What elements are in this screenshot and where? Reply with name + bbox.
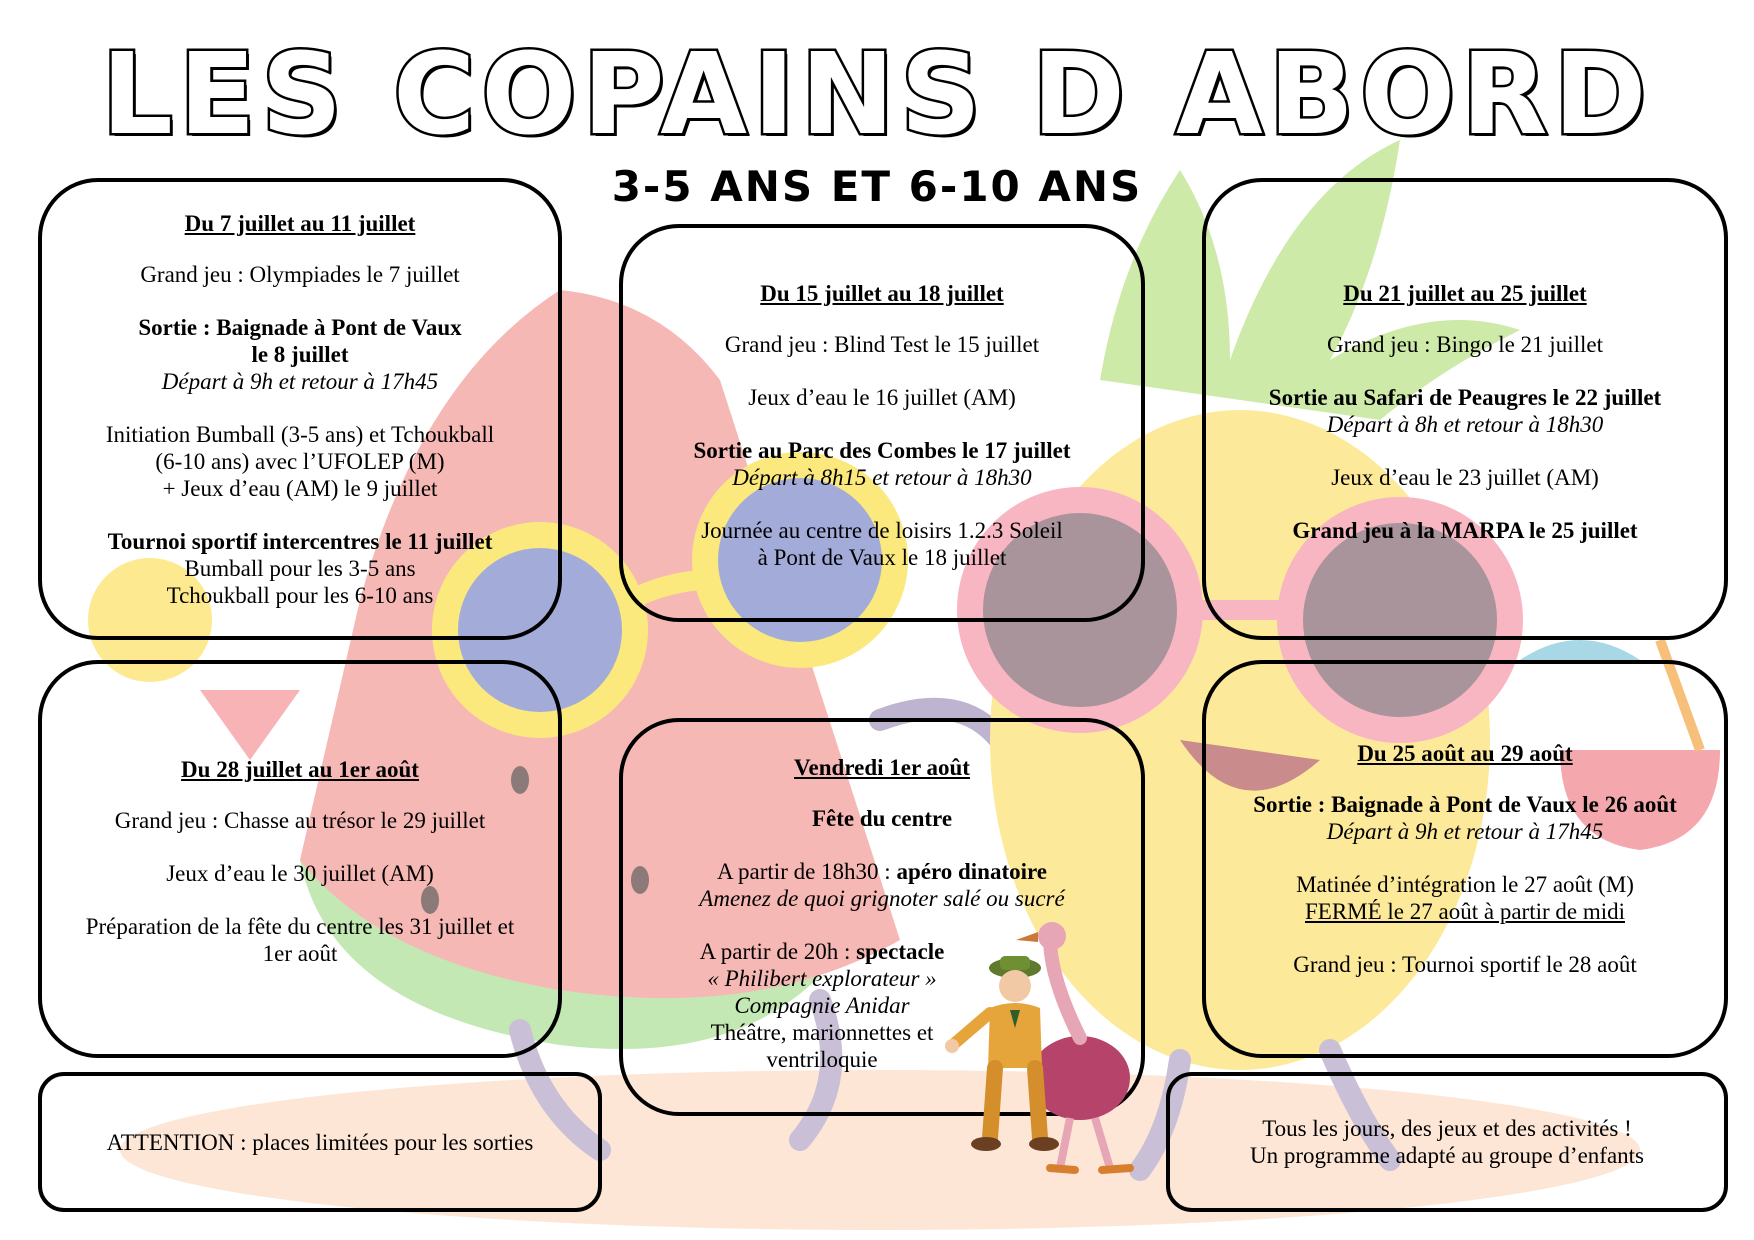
info-line: Tous les jours, des jeux et des activités !	[1262, 1116, 1632, 1141]
week-2-journee	[701, 517, 1063, 571]
fete-heading: Vendredi 1er août	[794, 755, 970, 780]
week-6-box	[1202, 660, 1728, 1058]
week-3-grand-jeu: Grand jeu : Bingo le 21 juillet	[1327, 332, 1603, 357]
week-4-preparation	[86, 913, 515, 967]
week-3-jeux-eau: Jeux d’eau le 23 juillet (AM)	[1331, 465, 1599, 490]
week-2-heading: Du 15 juillet au 18 juillet	[760, 281, 1004, 306]
week-3-sortie-title: Sortie au Safari de Peaugres le 22 juillet	[1268, 385, 1662, 410]
week-2-jeux-eau: Jeux d’eau le 16 juillet (AM)	[748, 385, 1016, 410]
week-6-sortie	[1253, 791, 1677, 845]
week-1-initiation-line: + Jeux d’eau (AM) le 9 juillet	[162, 476, 438, 501]
fete-spectacle-title: « Philibert explorateur »	[707, 966, 937, 991]
week-2-sortie-title: Sortie au Parc des Combes le 17 juillet	[693, 438, 1071, 463]
week-1-tournoi-line: Bumball pour les 3-5 ans	[184, 556, 416, 581]
week-6-sortie-time: Départ à 9h et retour à 17h45	[1326, 819, 1604, 844]
week-2-box	[619, 224, 1145, 622]
week-6-grand-jeu: Grand jeu : Tournoi sportif le 28 août	[1293, 952, 1637, 977]
fete-title: Fête du centre	[811, 806, 953, 831]
week-4-preparation-line: Préparation de la fête du centre les 31 juillet et	[85, 914, 515, 939]
week-3-sortie	[1269, 384, 1661, 438]
week-4-jeux-eau: Jeux d’eau le 30 juillet (AM)	[166, 861, 434, 886]
week-1-tournoi	[108, 528, 493, 609]
info-line: Un programme adapté au groupe d’enfants	[1249, 1143, 1645, 1168]
week-1-sortie-date: le 8 juillet	[251, 342, 349, 367]
fete-apero-line	[699, 858, 1064, 885]
week-2-sortie-time: Départ à 8h15 et retour à 18h30	[732, 465, 1032, 490]
fete-apero-note: Amenez de quoi grignoter salé ou sucré	[699, 886, 1065, 911]
fete-spectacle-bold: spectacle	[856, 939, 945, 964]
attention-box	[38, 1072, 602, 1212]
week-1-sortie-time: Départ à 9h et retour à 17h45	[161, 369, 439, 394]
week-1-box	[38, 178, 562, 640]
page-title: LES COPAINS D ABORD	[101, 30, 1653, 160]
week-6-heading: Du 25 août au 29 août	[1357, 741, 1573, 766]
week-1-tournoi-title: Tournoi sportif intercentres le 11 juillet	[107, 529, 493, 554]
info-box	[1166, 1072, 1728, 1212]
week-1-sortie-title: Sortie : Baignade à Pont de Vaux	[138, 315, 462, 340]
week-4-grand-jeu: Grand jeu : Chasse au trésor le 29 juillet	[114, 808, 486, 833]
week-1-initiation	[106, 421, 494, 502]
attention-text: ATTENTION : places limitées pour les sorties	[106, 1129, 534, 1155]
week-4-heading: Du 28 juillet au 1er août	[181, 757, 419, 782]
week-6-ferme-line: FERMÉ le 27 août à partir de midi	[1304, 899, 1626, 924]
week-1-heading: Du 7 juillet au 11 juillet	[184, 211, 416, 236]
fete-spectacle-company: Compagnie Anidar	[734, 993, 910, 1018]
fete-apero-bold: apéro dinatoire	[896, 859, 1048, 884]
week-4-preparation-line: 1er août	[262, 941, 338, 966]
week-2-journee-line: Journée au centre de loisirs 1.2.3 Soleil	[701, 518, 1063, 543]
week-6-matinee	[1296, 871, 1634, 925]
week-3-sortie-time: Départ à 8h et retour à 18h30	[1326, 412, 1604, 437]
week-1-initiation-line: (6-10 ans) avec l’UFOLEP (M)	[155, 449, 445, 474]
week-3-marpa: Grand jeu à la MARPA le 25 juillet	[1292, 518, 1638, 543]
week-4-box	[38, 660, 562, 1058]
week-1-initiation-line: Initiation Bumball (3-5 ans) et Tchoukball	[105, 422, 495, 447]
week-1-sortie	[138, 314, 461, 395]
week-1-tournoi-line: Tchoukball pour les 6-10 ans	[166, 583, 434, 608]
week-6-matinee-line: Matinée d’intégration le 27 août (M)	[1296, 872, 1634, 897]
fete-spectacle-desc: Théâtre, marionnettes et	[710, 1020, 934, 1045]
fete-apero	[699, 858, 1064, 912]
week-3-heading: Du 21 juillet au 25 juillet	[1343, 281, 1587, 306]
week-3-box	[1202, 178, 1728, 640]
week-1-grand-jeu: Grand jeu : Olympiades le 7 juillet	[140, 262, 460, 287]
fete-spectacle-desc: ventriloquie	[766, 1047, 878, 1072]
explorer-puppet-illustration	[930, 918, 1160, 1180]
fete-apero-prefix: A partir de 18h30 :	[716, 859, 897, 884]
week-2-journee-line: à Pont de Vaux le 18 juillet	[757, 545, 1007, 570]
week-6-sortie-title: Sortie : Baignade à Pont de Vaux le 26 août	[1253, 792, 1677, 817]
week-2-grand-jeu: Grand jeu : Blind Test le 15 juillet	[724, 332, 1040, 357]
week-2-sortie	[693, 437, 1070, 491]
fete-spectacle-prefix: A partir de 20h :	[699, 939, 857, 964]
age-range-subtitle: 3-5 ANS ET 6-10 ANS	[611, 162, 1143, 211]
